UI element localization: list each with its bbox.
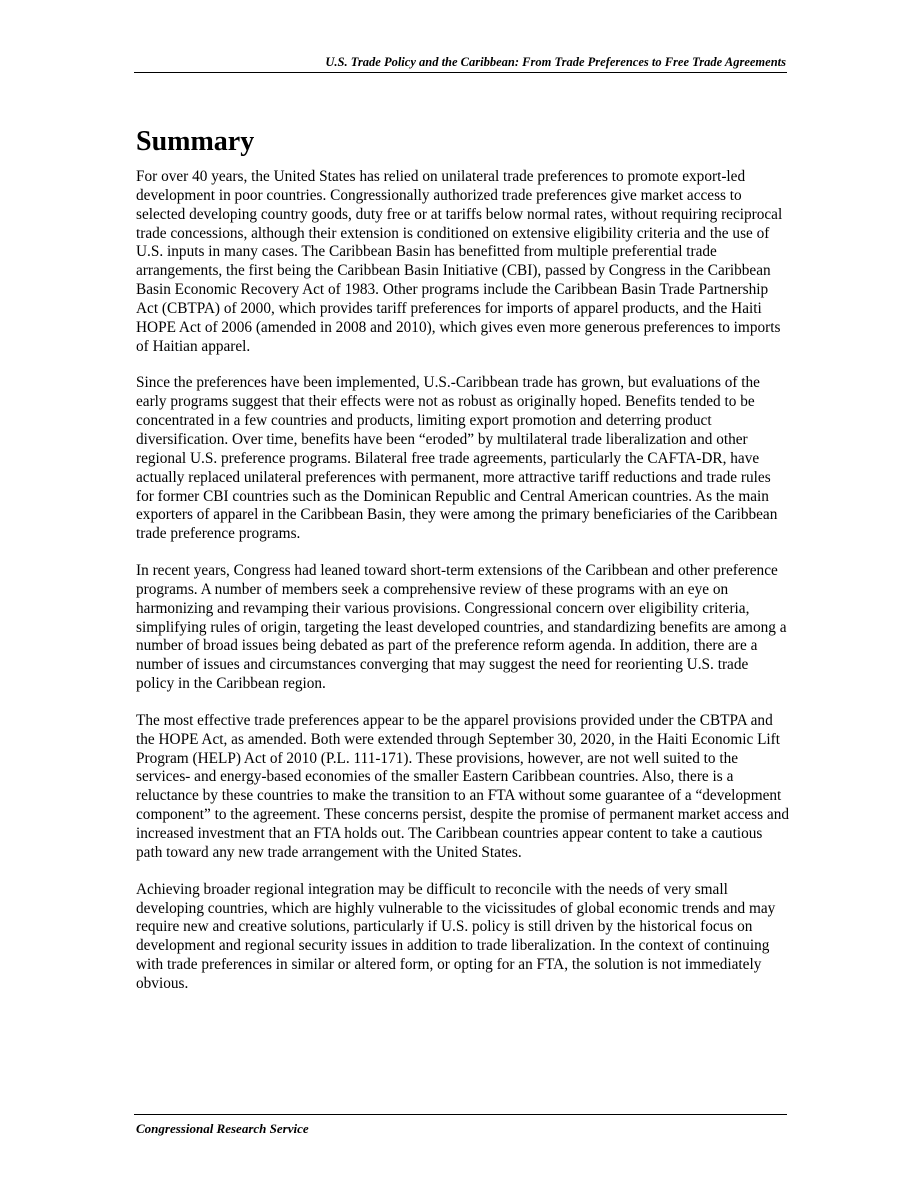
page-body [136, 124, 789, 1012]
running-header: U.S. Trade Policy and the Caribbean: From Trade Preferences to Free Trade Agreements [325, 55, 786, 69]
summary-paragraph-3: In recent years, Congress had leaned toward short-term extensions of the Caribbean and other preference programs. A number of members seek a comprehensive review of these programs with an eye on harmonizing and revamping their various provisions. Congressional concern over eligibility criteria, simplifying rules of origin, targeting the least developed countries, and standardizing benefits are among a number of broad issues being debated as part of the preference reform agenda. In addition, there are a number of issues and circumstances converging that may suggest the need for reorienting U.S. trade policy in the Caribbean region. [136, 562, 787, 693]
summary-paragraph-1: For over 40 years, the United States has relied on unilateral trade preferences to promote export-led development in poor countries. Congressionally authorized trade preferences give market access to selected developing country goods, duty free or at tariffs below normal rates, without requiring reciprocal trade concessions, although their extension is conditioned on extensive eligibility criteria and the use of U.S. inputs in many cases. The Caribbean Basin has benefitted from multiple preferential trade arrangements, the first being the Caribbean Basin Initiative (CBI), passed by Congress in the Caribbean Basin Economic Recovery Act of 1983. Other programs include the Caribbean Basin Trade Partnership Act (CBTPA) of 2000, which provides tariff preferences for imports of apparel products, and the Haiti HOPE Act of 2006 (amended in 2008 and 2010), which gives even more generous preferences to imports of Haitian apparel. [136, 168, 783, 355]
header-divider [134, 72, 787, 73]
summary-paragraph-2: Since the preferences have been implemented, U.S.-Caribbean trade has grown, but evaluations of the early programs suggest that their effects were not as robust as originally hoped. Benefits tended to be concentrated in a few countries and products, limiting export promotion and deterring product diversification. Over time, benefits have been “eroded” by multilateral trade liberalization and other regional U.S. preference programs. Bilateral free trade agreements, particularly the CAFTA-DR, have actually replaced unilateral preferences with permanent, more attractive tariff reductions and trade rules for former CBI countries such as the Dominican Republic and Central American countries. As the main exporters of apparel in the Caribbean Basin, they were among the primary beneficiaries of the Caribbean trade preference programs. [136, 374, 778, 543]
footer-divider [134, 1114, 787, 1115]
page-title: Summary [136, 126, 255, 157]
summary-paragraph-4: The most effective trade preferences appear to be the apparel provisions provided under the CBTPA and the HOPE Act, as amended. Both were extended through September 30, 2020, in the Haiti Economic Lift Program (HELP) Act of 2010 (P.L. 111-171). These provisions, however, are not well suited to the services- and energy-based economies of the smaller Eastern Caribbean countries. Also, there is a reluctance by these countries to make the transition to an FTA without some guarantee of a “development component” to the agreement. These concerns persist, despite the promise of permanent market access and increased investment that an FTA holds out. The Caribbean countries appear content to take a cautious path toward any new trade arrangement with the United States. [136, 711, 789, 861]
footer-source: Congressional Research Service [136, 1121, 309, 1136]
summary-paragraph-5: Achieving broader regional integration may be difficult to reconcile with the needs of very small developing countries, which are highly vulnerable to the vicissitudes of global economic trends and may require new and creative solutions, particularly if U.S. policy is still driven by the historical focus on development and regional security issues in addition to trade liberalization. In the context of continuing with trade preferences in similar or altered form, or opting for an FTA, the solution is not immediately obvious. [136, 880, 776, 992]
